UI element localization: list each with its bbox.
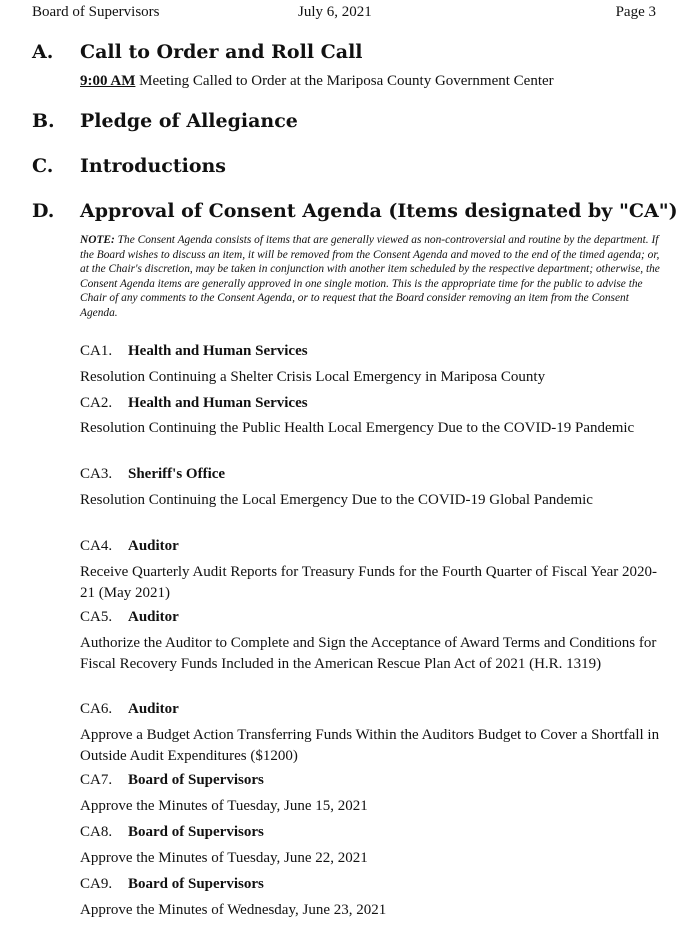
item-heading-ca7	[80, 772, 264, 789]
item-heading-ca9	[80, 876, 264, 893]
item-number: CA5.	[80, 609, 113, 625]
item-heading-ca2	[80, 395, 308, 412]
item-number: CA2.	[80, 395, 113, 411]
item-description-ca6: Approve a Budget Action Transferring Funds Within the Auditors Budget to Cover a Shortfall in Outside Audit Expenditures ($1200)	[80, 727, 660, 764]
item-description-ca8: Approve the Minutes of Tuesday, June 22, 2021	[80, 850, 368, 866]
item-description-ca7: Approve the Minutes of Tuesday, June 15, 2021	[80, 798, 368, 814]
item-heading-ca1	[80, 343, 308, 360]
item-number: CA7.	[80, 772, 113, 788]
item-heading-ca3	[80, 466, 225, 483]
item-number: CA8.	[80, 824, 113, 840]
item-department: Board of Supervisors	[128, 772, 264, 788]
item-description-ca4: Receive Quarterly Audit Reports for Treasury Funds for the Fourth Quarter of Fiscal Year 2020-21 (May 2021)	[80, 564, 657, 601]
item-department: Health and Human Services	[128, 343, 308, 359]
section-letter: D.	[32, 200, 55, 222]
item-number: CA6.	[80, 701, 113, 717]
section-c-heading	[32, 155, 226, 177]
section-letter: C.	[32, 155, 54, 177]
section-d-heading	[32, 200, 678, 222]
item-number: CA3.	[80, 466, 113, 482]
section-a-heading	[32, 41, 363, 63]
section-title: Approval of Consent Agenda (Items designated by "CA")	[80, 200, 678, 222]
header-date: July 6, 2021	[298, 4, 372, 20]
section-title: Pledge of Allegiance	[80, 110, 298, 132]
item-heading-ca5	[80, 609, 179, 626]
section-letter: A.	[32, 41, 54, 63]
item-heading-ca8	[80, 824, 264, 841]
item-heading-ca4	[80, 538, 179, 555]
section-letter: B.	[32, 110, 55, 132]
item-number: CA1.	[80, 343, 113, 359]
section-b-heading	[32, 110, 298, 132]
item-department: Board of Supervisors	[128, 876, 264, 892]
item-description-ca1: Resolution Continuing a Shelter Crisis Local Emergency in Mariposa County	[80, 369, 546, 385]
header-board-name: Board of Supervisors	[32, 4, 160, 20]
note-text: The Consent Agenda consists of items that are generally viewed as non-controversial and routine by the department. If the Board wishes to discuss an item, it will be removed from the Consent Agenda and moved to the end of the timed agenda; or, at the Chair's discretion, may be taken in conjunction with another item scheduled by the respective department; otherwise, the Consent Agenda items are generally approved in one single motion. This is the appropriate time for the public to advise the Chair of any comments to the Consent Agenda, or to request that the Board consider removing an item from the Consent Agenda.	[80, 234, 660, 319]
call-to-order-text: Meeting Called to Order at the Mariposa County Government Center	[135, 73, 554, 89]
header-page-number: Page 3	[615, 4, 656, 20]
item-description-ca3: Resolution Continuing the Local Emergency Due to the COVID-19 Global Pandemic	[80, 492, 593, 508]
call-to-order-line	[80, 73, 554, 90]
item-number: CA9.	[80, 876, 113, 892]
meeting-time: 9:00 AM	[80, 73, 136, 89]
item-description-ca5: Authorize the Auditor to Complete and Sign the Acceptance of Award Terms and Conditions for Fiscal Recovery Funds Included in the American Rescue Plan Act of 2021 (H.R. 1319)	[80, 635, 657, 672]
item-department: Health and Human Services	[128, 395, 308, 411]
item-description-ca2: Resolution Continuing the Public Health Local Emergency Due to the COVID-19 Pandemic	[80, 420, 635, 436]
item-department: Auditor	[128, 538, 179, 554]
item-heading-ca6	[80, 701, 179, 718]
item-department: Board of Supervisors	[128, 824, 264, 840]
note-label: NOTE:	[80, 234, 115, 246]
item-department: Auditor	[128, 609, 179, 625]
item-description-ca9: Approve the Minutes of Wednesday, June 23, 2021	[80, 902, 387, 918]
item-department: Auditor	[128, 701, 179, 717]
consent-agenda-note	[80, 233, 660, 321]
item-department: Sheriff's Office	[128, 466, 226, 482]
page-header	[32, 4, 656, 24]
section-title: Introductions	[80, 155, 227, 177]
item-number: CA4.	[80, 538, 113, 554]
section-title: Call to Order and Roll Call	[80, 41, 363, 63]
